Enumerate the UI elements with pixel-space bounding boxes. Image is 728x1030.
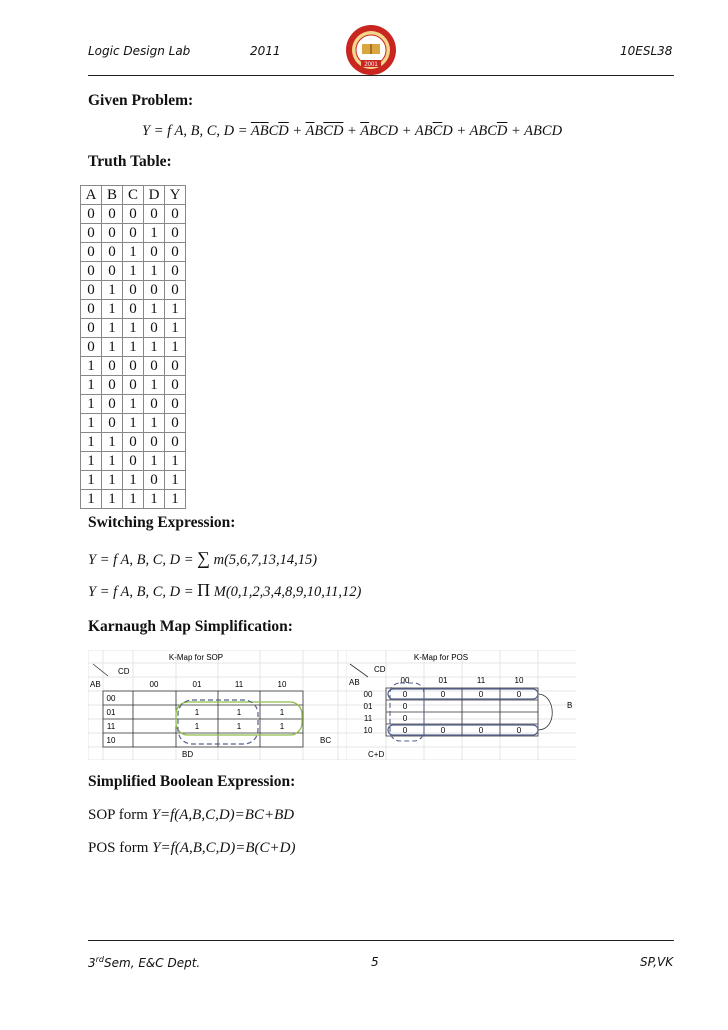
kmap-cell: 0 bbox=[478, 726, 484, 735]
sop-rhs: m(5,6,7,13,14,15) bbox=[213, 552, 318, 568]
switching-heading: Switching Expression: bbox=[88, 514, 236, 531]
column-header: B bbox=[102, 186, 123, 205]
pos-b-label: B bbox=[567, 701, 573, 710]
table-cell: 0 bbox=[144, 433, 165, 452]
table-cell: 1 bbox=[81, 452, 102, 471]
kmap-row-label: 01 bbox=[106, 708, 116, 717]
table-cell: 1 bbox=[102, 471, 123, 490]
table-row bbox=[81, 281, 186, 300]
table-row bbox=[81, 205, 186, 224]
pos-rhs: M(0,1,2,3,4,8,9,10,11,12) bbox=[213, 584, 362, 600]
table-cell: 1 bbox=[102, 490, 123, 509]
table-cell: 0 bbox=[144, 205, 165, 224]
pos-lhs: Y = f A, B, C, D = bbox=[88, 584, 194, 600]
table-cell: 0 bbox=[102, 414, 123, 433]
table-row bbox=[81, 433, 186, 452]
table-cell: 1 bbox=[102, 319, 123, 338]
table-row bbox=[81, 471, 186, 490]
kmap-cell: 0 bbox=[478, 690, 484, 699]
table-cell: 1 bbox=[102, 300, 123, 319]
kmap-cell: 1 bbox=[194, 708, 200, 717]
table-row bbox=[81, 300, 186, 319]
kmap-pos bbox=[346, 650, 576, 760]
table-cell: 1 bbox=[144, 414, 165, 433]
given-lhs: Y = f A, B, C, D = bbox=[142, 123, 248, 139]
footer-right: SP,VK bbox=[640, 955, 674, 969]
kmap-cell: 0 bbox=[516, 726, 522, 735]
kmap-column-label: 11 bbox=[234, 680, 244, 689]
table-cell: 0 bbox=[102, 376, 123, 395]
table-cell: 0 bbox=[144, 319, 165, 338]
college-logo bbox=[345, 24, 397, 76]
table-cell: 0 bbox=[123, 357, 144, 376]
pos-form-line bbox=[88, 840, 295, 857]
table-cell: 0 bbox=[102, 224, 123, 243]
sop-form-label: SOP form bbox=[88, 807, 152, 823]
table-cell: 1 bbox=[81, 490, 102, 509]
table-cell: 0 bbox=[102, 205, 123, 224]
table-cell: 0 bbox=[165, 376, 186, 395]
footer-rule bbox=[88, 940, 674, 941]
table-cell: 1 bbox=[123, 319, 144, 338]
kmap-cell: 0 bbox=[402, 726, 408, 735]
kmap-cell: 0 bbox=[402, 714, 408, 723]
table-cell: 0 bbox=[81, 224, 102, 243]
kmap-row-label: 00 bbox=[106, 694, 116, 703]
pi-symbol: Π bbox=[197, 580, 211, 600]
minterm: ABCD bbox=[524, 123, 563, 139]
table-cell: 0 bbox=[81, 281, 102, 300]
given-terms bbox=[251, 123, 562, 139]
kmap-cell: 0 bbox=[402, 702, 408, 711]
table-cell: 0 bbox=[144, 357, 165, 376]
table-cell: 1 bbox=[123, 338, 144, 357]
kmap-cell: 0 bbox=[440, 726, 446, 735]
header-left: Logic Design Lab bbox=[88, 44, 191, 58]
table-cell: 1 bbox=[144, 224, 165, 243]
table-cell: 0 bbox=[123, 281, 144, 300]
table-cell: 0 bbox=[165, 281, 186, 300]
table-cell: 0 bbox=[165, 224, 186, 243]
table-cell: 1 bbox=[102, 281, 123, 300]
table-cell: 0 bbox=[165, 243, 186, 262]
table-cell: 0 bbox=[165, 205, 186, 224]
table-cell: 1 bbox=[102, 452, 123, 471]
kmap-row-label: 00 bbox=[363, 690, 373, 699]
header-year: 2011 bbox=[250, 44, 281, 58]
table-cell: 0 bbox=[102, 357, 123, 376]
pos-cd-sum-label: C+D bbox=[368, 750, 385, 759]
footer-semester-suffix: rd bbox=[95, 955, 105, 964]
table-cell: 0 bbox=[81, 243, 102, 262]
table-cell: 1 bbox=[165, 319, 186, 338]
plus-sign: + bbox=[288, 123, 306, 139]
pos-kmap-title: K-Map for POS bbox=[413, 653, 469, 662]
table-cell: 0 bbox=[102, 395, 123, 414]
table-row bbox=[81, 395, 186, 414]
table-cell: 0 bbox=[123, 300, 144, 319]
table-cell: 1 bbox=[144, 490, 165, 509]
table-cell: 1 bbox=[81, 357, 102, 376]
simplified-heading: Simplified Boolean Expression: bbox=[88, 773, 296, 790]
table-cell: 0 bbox=[123, 452, 144, 471]
kmap-cell: 0 bbox=[440, 690, 446, 699]
kmap-column-label: 00 bbox=[400, 676, 410, 685]
table-row bbox=[81, 319, 186, 338]
minterm: $ABC\overline{D}$ bbox=[469, 123, 508, 139]
table-cell: 1 bbox=[144, 262, 165, 281]
sop-bc-label: BC bbox=[320, 736, 332, 745]
header-right: 10ESL38 bbox=[620, 44, 673, 58]
kmap-row-label: 10 bbox=[363, 726, 373, 735]
given-problem-heading: Given Problem: bbox=[88, 92, 194, 109]
kmap-cell: 0 bbox=[516, 690, 522, 699]
kmap-cell: 1 bbox=[236, 722, 242, 731]
table-cell: 0 bbox=[81, 338, 102, 357]
table-cell: 0 bbox=[144, 395, 165, 414]
kmap-row-label: 11 bbox=[106, 722, 116, 731]
table-cell: 1 bbox=[81, 433, 102, 452]
table-cell: 0 bbox=[165, 414, 186, 433]
kmap-cell: 0 bbox=[402, 690, 408, 699]
table-row bbox=[81, 224, 186, 243]
table-cell: 0 bbox=[144, 243, 165, 262]
sop-form-expression: Y=f(A,B,C,D)=BC+BD bbox=[151, 807, 295, 823]
table-cell: 1 bbox=[144, 376, 165, 395]
minterm: $\overline{A}BCD$ bbox=[360, 123, 399, 139]
kmap-column-label: 01 bbox=[438, 676, 448, 685]
table-cell: 0 bbox=[81, 300, 102, 319]
column-header: D bbox=[144, 186, 165, 205]
table-cell: 1 bbox=[123, 490, 144, 509]
table-cell: 0 bbox=[102, 243, 123, 262]
table-cell: 1 bbox=[165, 471, 186, 490]
table-cell: 0 bbox=[144, 471, 165, 490]
table-cell: 0 bbox=[81, 319, 102, 338]
page-number: 5 bbox=[371, 955, 379, 969]
table-cell: 0 bbox=[123, 224, 144, 243]
kmap-column-label: 00 bbox=[149, 680, 159, 689]
column-header: A bbox=[81, 186, 102, 205]
sop-lhs: Y = f A, B, C, D = bbox=[88, 552, 194, 568]
logo-year: 2001 bbox=[364, 62, 378, 68]
table-cell: 1 bbox=[123, 414, 144, 433]
column-header: Y bbox=[165, 186, 186, 205]
table-cell: 1 bbox=[165, 338, 186, 357]
kmap-row-label: 11 bbox=[363, 714, 373, 723]
truth-table bbox=[80, 185, 186, 509]
minterm: $\overline{A}B\overline{C}\overline{D}$ bbox=[305, 123, 344, 139]
table-cell: 1 bbox=[123, 395, 144, 414]
table-cell: 1 bbox=[102, 433, 123, 452]
given-problem-equation bbox=[142, 123, 562, 140]
header-rule bbox=[88, 75, 674, 76]
sop-sum-expression bbox=[88, 548, 317, 569]
kmap-sop bbox=[88, 650, 348, 760]
table-row bbox=[81, 243, 186, 262]
table-cell: 0 bbox=[81, 262, 102, 281]
plus-sign: + bbox=[452, 123, 470, 139]
pos-ab-label: AB bbox=[349, 678, 360, 687]
table-cell: 0 bbox=[81, 205, 102, 224]
footer-department: Sem, E&C Dept. bbox=[104, 956, 201, 970]
table-cell: 0 bbox=[144, 281, 165, 300]
table-cell: 0 bbox=[165, 433, 186, 452]
table-cell: 1 bbox=[81, 376, 102, 395]
footer-left bbox=[88, 955, 200, 970]
kmap-row-label: 10 bbox=[106, 736, 116, 745]
sop-bd-label: BD bbox=[182, 750, 194, 759]
table-cell: 0 bbox=[165, 395, 186, 414]
table-row bbox=[81, 414, 186, 433]
kmap-cell: 1 bbox=[236, 708, 242, 717]
kmap-column-label: 01 bbox=[192, 680, 202, 689]
sop-form-line bbox=[88, 807, 294, 824]
minterm: $AB\overline{C}D$ bbox=[414, 123, 453, 139]
kmap-cell: 1 bbox=[279, 722, 285, 731]
table-cell: 1 bbox=[81, 414, 102, 433]
table-row bbox=[81, 262, 186, 281]
table-cell: 1 bbox=[81, 471, 102, 490]
sop-ab-label: AB bbox=[90, 680, 101, 689]
kmap-cell: 1 bbox=[194, 722, 200, 731]
table-cell: 1 bbox=[144, 452, 165, 471]
table-cell: 1 bbox=[102, 338, 123, 357]
kmap-column-label: 10 bbox=[277, 680, 287, 689]
sop-kmap-title: K-Map for SOP bbox=[168, 653, 224, 662]
table-cell: 0 bbox=[123, 376, 144, 395]
table-row bbox=[81, 452, 186, 471]
table-row bbox=[81, 357, 186, 376]
table-cell: 0 bbox=[123, 433, 144, 452]
truth-table-heading: Truth Table: bbox=[88, 153, 172, 170]
table-cell: 1 bbox=[123, 262, 144, 281]
plus-sign: + bbox=[343, 123, 361, 139]
table-cell: 0 bbox=[165, 262, 186, 281]
kmap-column-label: 10 bbox=[514, 676, 524, 685]
table-row bbox=[81, 490, 186, 509]
sigma-symbol: ∑ bbox=[197, 548, 210, 568]
table-cell: 1 bbox=[165, 490, 186, 509]
kmap-heading: Karnaugh Map Simplification: bbox=[88, 618, 293, 635]
table-cell: 1 bbox=[123, 471, 144, 490]
footer-semester-number: 3 bbox=[88, 956, 96, 970]
table-cell: 1 bbox=[144, 300, 165, 319]
pos-form-expression: Y=f(A,B,C,D)=B(C+D) bbox=[152, 840, 296, 856]
sop-cd-label: CD bbox=[118, 667, 130, 676]
table-cell: 0 bbox=[165, 357, 186, 376]
kmap-row-label: 01 bbox=[363, 702, 373, 711]
column-header: C bbox=[123, 186, 144, 205]
minterm: $\overline{A}\overline{B}C\overline{D}$ bbox=[250, 123, 289, 139]
table-cell: 1 bbox=[165, 300, 186, 319]
table-row bbox=[81, 376, 186, 395]
table-cell: 1 bbox=[165, 452, 186, 471]
table-cell: 0 bbox=[123, 205, 144, 224]
table-cell: 1 bbox=[123, 243, 144, 262]
plus-sign: + bbox=[398, 123, 415, 139]
pos-form-label: POS form bbox=[88, 840, 153, 856]
table-cell: 0 bbox=[102, 262, 123, 281]
kmap-column-label: 11 bbox=[476, 676, 486, 685]
pos-cd-label: CD bbox=[374, 665, 386, 674]
pos-product-expression bbox=[88, 580, 361, 601]
plus-sign: + bbox=[507, 123, 525, 139]
table-cell: 1 bbox=[144, 338, 165, 357]
table-row bbox=[81, 338, 186, 357]
table-cell: 1 bbox=[81, 395, 102, 414]
kmap-cell: 1 bbox=[279, 708, 285, 717]
